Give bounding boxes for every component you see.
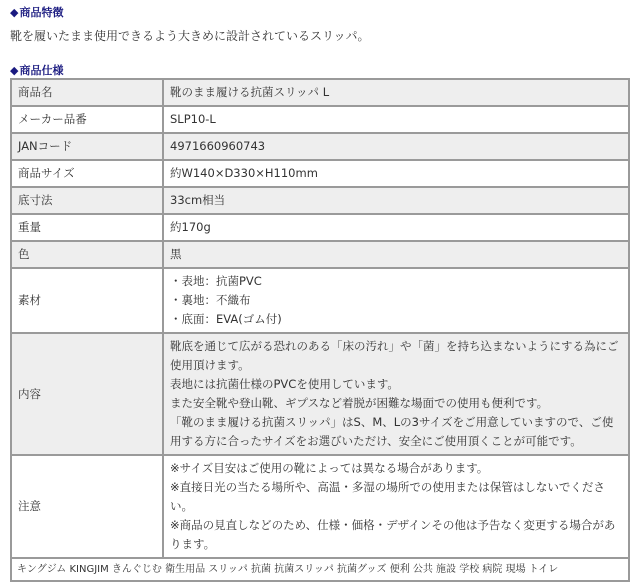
- spec-value: [163, 333, 629, 455]
- spec-row-maker-part-number: [11, 106, 629, 133]
- features-heading-text: 商品特徴: [19, 6, 64, 19]
- specs-heading-text: 商品仕様: [19, 64, 64, 77]
- features-description: 靴を履いたまま使用できるよう大きめに設計されているスリッパ。: [10, 29, 370, 43]
- spec-value: 黒: [163, 241, 629, 268]
- spec-value: 4971660960743: [163, 133, 629, 160]
- spec-label: 内容: [11, 333, 163, 455]
- spec-row-product-name: [11, 79, 629, 106]
- spec-value: [163, 268, 629, 333]
- spec-label: 注意: [11, 455, 163, 558]
- spec-label: 色: [11, 241, 163, 268]
- description-line: 靴底を通じて広がる恐れのある「床の汚れ」や「菌」を持ち込まないようにする為にご使用頂けます。: [170, 339, 619, 372]
- spec-row-material: [11, 268, 629, 333]
- spec-label: 商品サイズ: [11, 160, 163, 187]
- description-line: また安全靴や登山靴、ギプスなど着脱が困難な場面での使用も便利です。: [170, 396, 549, 410]
- spec-value: 約W140×D330×H110mm: [163, 160, 629, 187]
- spec-value: 33cm相当: [163, 187, 629, 214]
- specs-heading: [10, 62, 63, 78]
- features-heading: [10, 4, 63, 20]
- material-line: ・表地：抗菌PVC: [170, 274, 262, 288]
- spec-value: 約170g: [163, 214, 629, 241]
- caution-line: ※商品の見直しなどのため、仕様・価格・デザインその他は予告なく変更する場合があります。: [170, 518, 616, 551]
- spec-label: メーカー品番: [11, 106, 163, 133]
- spec-row-caution: [11, 455, 629, 558]
- spec-value: [163, 455, 629, 558]
- spec-value: 靴のまま履ける抗菌スリッパ L: [163, 79, 629, 106]
- spec-label: 素材: [11, 268, 163, 333]
- diamond-icon: ◆: [10, 6, 19, 19]
- spec-value: SLP10-L: [163, 106, 629, 133]
- material-line: ・底面：EVA(ゴム付): [170, 312, 282, 326]
- keywords-text: キングジム KINGJIM きんぐじむ 衛生用品 スリッパ 抗菌 抗菌スリッパ 抗菌グッズ 便利 公共 施設 学校 病院 現場 トイレ: [11, 558, 629, 581]
- spec-table: [10, 78, 630, 582]
- spec-row-color: [11, 241, 629, 268]
- spec-row-product-size: [11, 160, 629, 187]
- diamond-icon: ◆: [10, 64, 19, 77]
- spec-row-jan-code: [11, 133, 629, 160]
- spec-label: 商品名: [11, 79, 163, 106]
- spec-label: 重量: [11, 214, 163, 241]
- spec-row-weight: [11, 214, 629, 241]
- spec-row-keywords: [11, 558, 629, 581]
- spec-row-description: [11, 333, 629, 455]
- caution-line: ※直接日光の当たる場所や、高温・多湿の場所での使用または保管はしないでください。: [170, 480, 605, 513]
- spec-label: 底寸法: [11, 187, 163, 214]
- description-line: 表地には抗菌仕様のPVCを使用しています。: [170, 377, 399, 391]
- description-line: 「靴のまま履ける抗菌スリッパ」はS、M、Lの3サイズをご用意していますので、ご使用する方に合ったサイズをお選びいただけ、安全にご使用頂くことが可能です。: [170, 415, 614, 448]
- spec-label: JANコード: [11, 133, 163, 160]
- material-line: ・裏地：不織布: [170, 293, 251, 307]
- spec-row-sole-size: [11, 187, 629, 214]
- caution-line: ※サイズ目安はご使用の靴によっては異なる場合があります。: [170, 461, 489, 475]
